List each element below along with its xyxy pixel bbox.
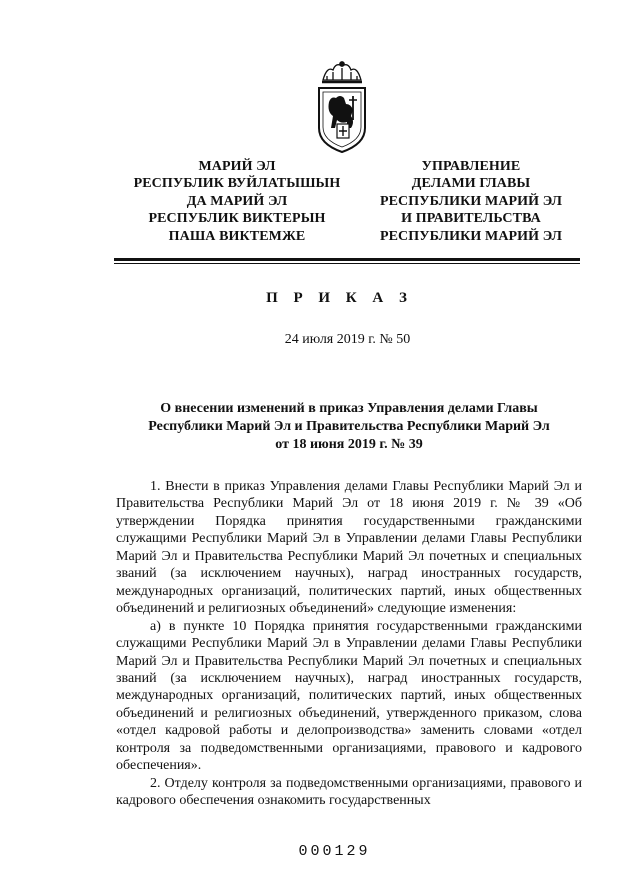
document-subject-line: от 18 июня 2019 г. № 39 xyxy=(275,436,423,452)
body-paragraph: 1. Внести в приказ Управления делами Главы Республики Марий Эл и Правительства Республики Марий Эл от 18 июня 2019 г. № 39 «Об утверждении Порядка принятия государственными гражданскими служащими Республики Марий Эл в Управлении делами Главы Республики Марий Эл и Правительства Республики Марий Эл почетных и специальных званий (за исключением научных), наград иностранных государств, международных организаций, политических партий, иных общественных объединений и религиозных объединений» следующие изменения: xyxy=(116,479,582,617)
header-left-line: ПАША ВИКТЕМЖЕ xyxy=(168,228,306,244)
header-right-block xyxy=(366,158,576,245)
header-right-line: УПРАВЛЕНИЕ xyxy=(421,159,521,174)
document-body xyxy=(116,478,582,810)
header-divider-thick xyxy=(114,258,580,261)
page-number-stamp: 000129 xyxy=(298,843,371,860)
document-type-title: П Р И К А З xyxy=(266,290,413,306)
header-right-line: РЕСПУБЛИКИ МАРИЙ ЭЛ xyxy=(379,228,563,244)
document-date-number: 24 июля 2019 г. № 50 xyxy=(284,332,411,347)
header-right-line: ДЕЛАМИ ГЛАВЫ xyxy=(411,176,531,192)
header-left-line: ДА МАРИЙ ЭЛ xyxy=(186,193,288,209)
header-right-line: РЕСПУБЛИКИ МАРИЙ ЭЛ xyxy=(379,193,563,209)
header-left-line: МАРИЙ ЭЛ xyxy=(198,159,276,174)
header-left-line: РЕСПУБЛИК ВУЙЛАТЫШЫН xyxy=(133,176,341,192)
body-paragraph: а) в пункте 10 Порядка принятия государственными гражданскими служащими Республики Марий Эл в Управлении делами Главы Республики Марий Эл и Правительства Республики Марий Эл почетных и специальных званий (за исключением научных), наград иностранных государств, международных организаций, политических партий, иных общественных объединений и религиозных объединений, утвержденного приказом, слова «отдел кадровой работы и делопроизводства» заменить словами «отдел контроля за подведомственными организациями, правового и кадрового обеспечения». xyxy=(116,618,582,774)
document-subject-line: О внесении изменений в приказ Управления делами Главы xyxy=(160,401,538,416)
document-subject-line: Республики Марий Эл и Правительства Республики Марий Эл xyxy=(148,418,550,434)
body-paragraph: 2. Отделу контроля за подведомственными организациями, правового и кадрового обеспечения ознакомить государственных xyxy=(116,775,582,809)
header-left-line: РЕСПУБЛИК ВИКТЕРЫН xyxy=(148,211,326,227)
header-divider-thin xyxy=(114,263,580,264)
document-subject xyxy=(118,400,580,453)
header-right-line: И ПРАВИТЕЛЬСТВА xyxy=(401,211,541,227)
coat-of-arms-mari-el-icon xyxy=(313,58,371,154)
header-left-block xyxy=(122,158,352,245)
